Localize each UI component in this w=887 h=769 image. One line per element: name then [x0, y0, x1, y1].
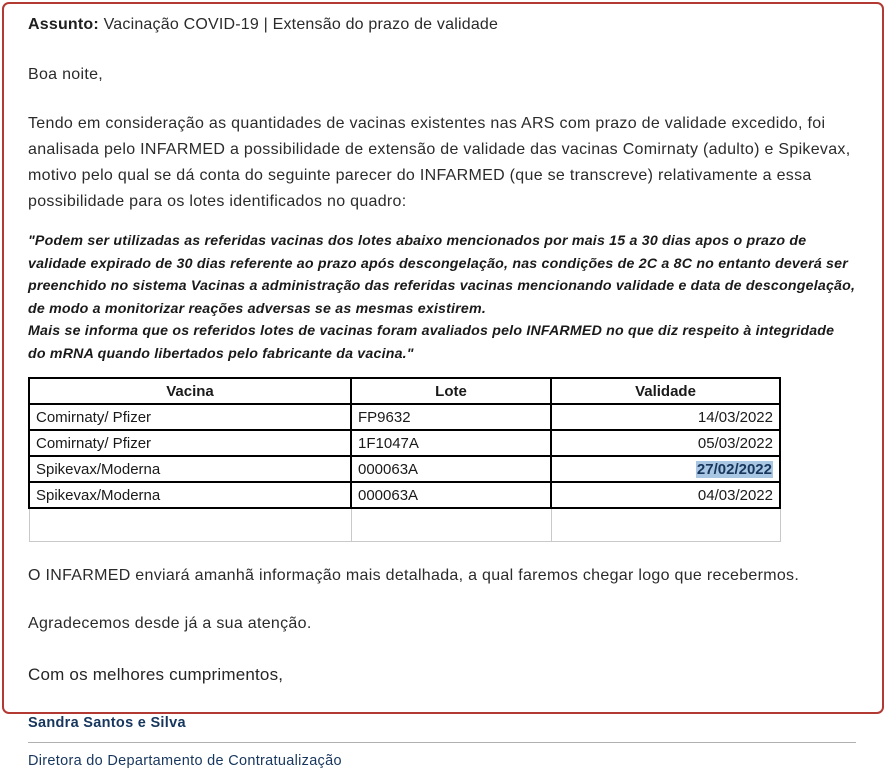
table-header-row	[29, 378, 780, 404]
subject-label: Assunto:	[28, 16, 99, 33]
document-red-frame	[2, 2, 884, 769]
cell-lote: 000063A	[351, 482, 551, 508]
infarmed-quote-block	[28, 230, 856, 365]
greeting-line: Boa noite,	[28, 66, 104, 83]
cell-vacina: Spikevax/Moderna	[29, 482, 351, 508]
table-empty-row	[29, 508, 780, 542]
subject-text: Vacinação COVID-19 | Extensão do prazo de validade	[103, 16, 499, 33]
empty-cell	[351, 508, 551, 542]
thanks-line: Agradecemos desde já a sua atenção.	[28, 615, 312, 632]
closing-paragraph: O INFARMED enviará amanhã informação mais detalhada, a qual faremos chegar logo que recebermos.	[28, 567, 800, 584]
cell-validade: 14/03/2022	[551, 404, 780, 430]
regards-line: Com os melhores cumprimentos,	[28, 665, 284, 684]
table-row	[29, 456, 780, 482]
quote-paragraph-2: Mais se informa que os referidos lotes de vacinas foram avaliados pelo INFARMED no que diz respeito à integridade do mRNA quando libertados pelo fabricante da vacina."	[28, 323, 835, 362]
signature-divider	[28, 742, 856, 743]
cell-lote: 000063A	[351, 456, 551, 482]
signature-name: Sandra Santos e Silva	[28, 715, 186, 731]
signature-title: Diretora do Departamento de Contratualização	[28, 753, 342, 769]
cell-validade: 05/03/2022	[551, 430, 780, 456]
cell-validade-highlighted	[551, 456, 780, 482]
empty-cell	[551, 508, 780, 542]
cell-lote: 1F1047A	[351, 430, 551, 456]
cell-lote: FP9632	[351, 404, 551, 430]
quote-paragraph-1: "Podem ser utilizadas as referidas vacinas dos lotes abaixo mencionados por mais 15 a 30 dias apos o prazo de validade expirado de 30 dias referente ao prazo após descongelação, nas condições de 2C a 8C no entanto deverá ser preenchido no sistema Vacinas a administração das referidas vacinas mencionando validade e data de descongelação, de modo a monitorizar reações adversas se as mesmas existirem.	[28, 233, 856, 317]
column-header-validade: Validade	[551, 378, 780, 404]
vaccine-lot-table	[28, 377, 781, 542]
column-header-lote: Lote	[351, 378, 551, 404]
cell-vacina: Comirnaty/ Pfizer	[29, 430, 351, 456]
cell-validade: 04/03/2022	[551, 482, 780, 508]
column-header-vacina: Vacina	[29, 378, 351, 404]
table-row	[29, 482, 780, 508]
table-row	[29, 404, 780, 430]
subject-line	[28, 16, 856, 34]
table-row	[29, 430, 780, 456]
empty-cell	[29, 508, 351, 542]
selected-date-highlight: 27/02/2022	[696, 460, 772, 478]
cell-vacina: Spikevax/Moderna	[29, 456, 351, 482]
cell-vacina: Comirnaty/ Pfizer	[29, 404, 351, 430]
intro-paragraph: Tendo em consideração as quantidades de vacinas existentes nas ARS com prazo de validade excedido, foi analisada pelo INFARMED a possibilidade de extensão de validade das vacinas Comirnaty (adulto) e Spikevax, motivo pelo qual se dá conta do seguinte parecer do INFARMED (que se transcreve) relativamente a essa possibilidade para os lotes identificados no quadro:	[28, 115, 851, 210]
